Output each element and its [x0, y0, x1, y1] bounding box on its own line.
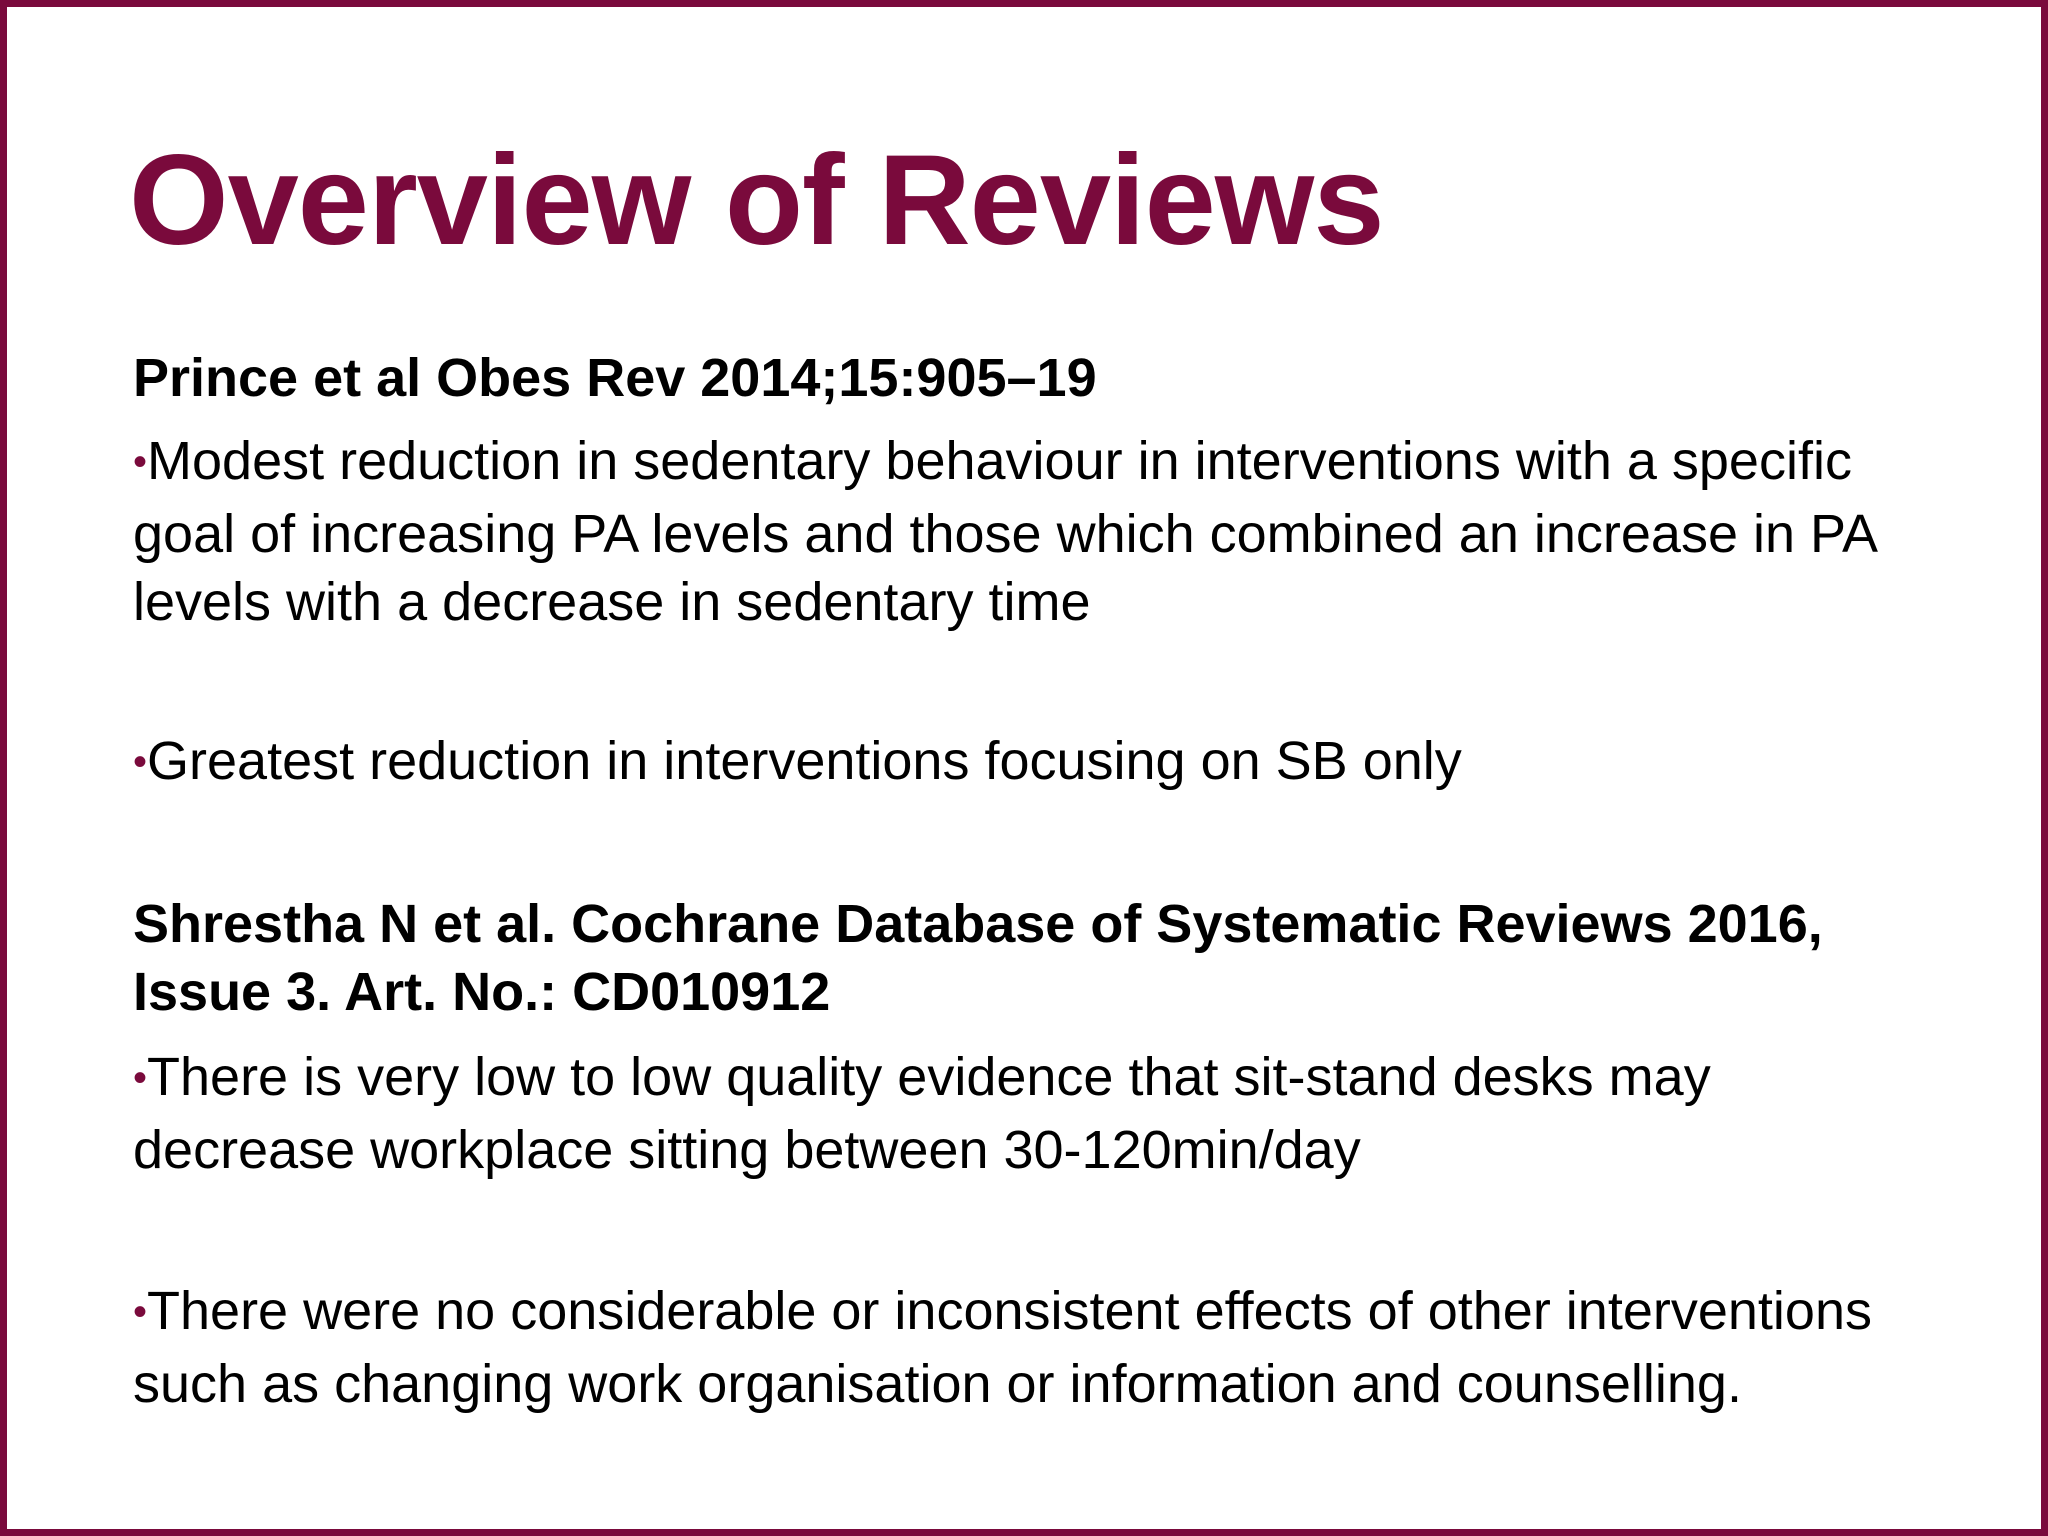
bullet-marker: • — [133, 1056, 148, 1100]
bullet-marker: • — [133, 440, 148, 484]
bullet-item — [133, 1043, 1933, 1184]
bullet-marker: • — [133, 1290, 148, 1334]
bullet-text: Modest reduction in sedentary behaviour in interventions with a specific goal of increasing PA levels and those which combined an increase in PA levels with a decrease in sedentary time — [133, 431, 1876, 632]
reference-text: Shrestha N et al. Cochrane Database of Systematic Reviews 2016, Issue 3. Art. No.: CD010912 — [133, 894, 1823, 1022]
bullet-item — [133, 427, 1933, 636]
reference-2 — [133, 890, 1973, 1026]
bullet-text: There is very low to low quality evidence that sit-stand desks may decrease workplace sitting between 30-120min/day — [133, 1047, 1711, 1180]
bullet-item — [133, 1277, 1933, 1418]
slide-title: Overview of Reviews — [129, 129, 1384, 272]
reference-text: Prince et al Obes Rev 2014;15:905–19 — [133, 348, 1097, 408]
bullet-item — [133, 727, 1973, 800]
bullet-text: There were no considerable or inconsistent effects of other interventions such as changing work organisation or information and counselling. — [133, 1281, 1872, 1414]
bullet-text: Greatest reduction in interventions focusing on SB only — [147, 731, 1462, 791]
reference-1 — [133, 344, 1973, 412]
bullet-marker: • — [133, 740, 148, 784]
